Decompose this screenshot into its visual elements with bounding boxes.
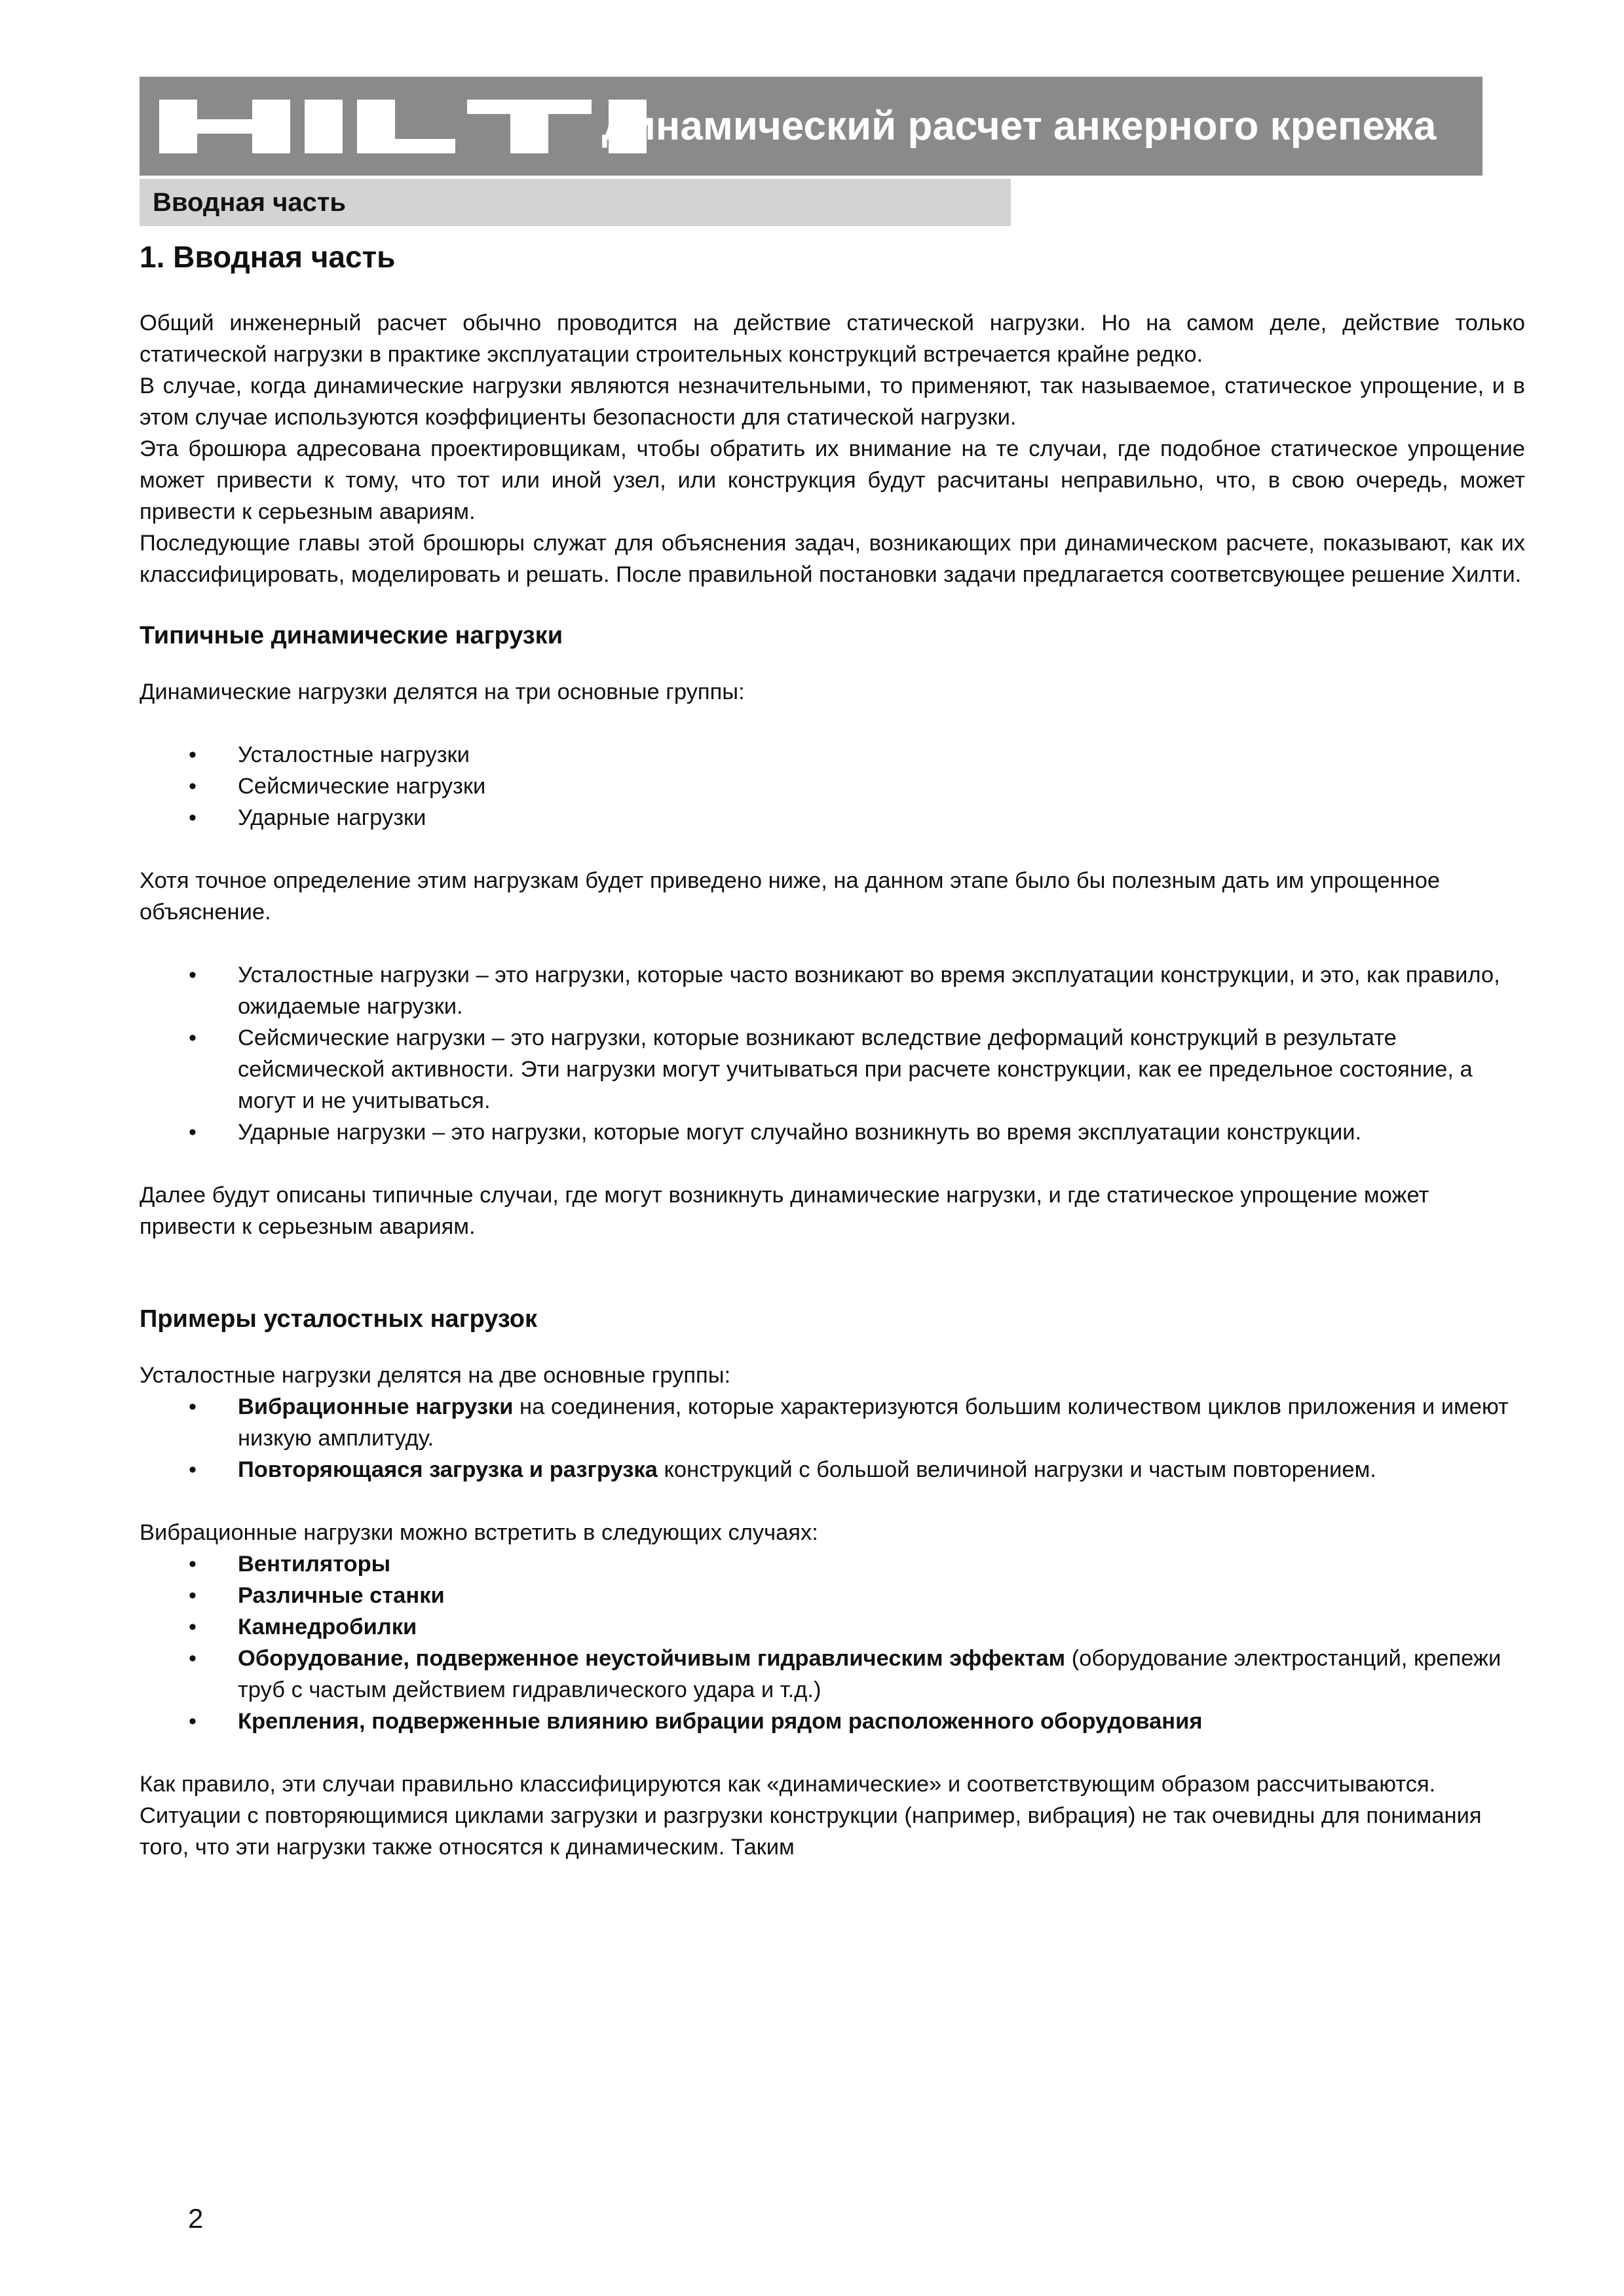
- list-item: [140, 1643, 1525, 1706]
- item-text: конструкций с большой величиной нагрузки и частым повторением.: [657, 1457, 1376, 1482]
- intro-paragraph: Последующие главы этой брошюры служат для объяснения задач, возникающих при динамическом расчете, показывают, как их классифицировать, моделировать и решать. После правильной постановки задачи предлагается соответсвующее решение Хилти.: [140, 531, 1525, 587]
- list-item: [140, 1548, 1525, 1580]
- typical-lead: Динамические нагрузки делятся на три основные группы:: [140, 679, 745, 704]
- item-bold: Различные станки: [238, 1583, 445, 1608]
- document-title: Динамический расчет анкерного крепежа: [601, 104, 1437, 149]
- fatigue-closing: Как правило, эти случаи правильно классифицируются как «динамические» и соответствующим образом рассчитываются. Ситуации с повторяющимися циклами загрузки и разгрузки конструкции (например, вибрация) не так очевидны для понимания того, что эти нагрузки также относятся к динамическим. Таким: [140, 1772, 1482, 1860]
- list-item: [140, 1454, 1525, 1485]
- item-bold: Повторяющаяся загрузка и разгрузка: [238, 1457, 658, 1482]
- fatigue-cases-list: [140, 1548, 1525, 1737]
- subheading-typical-loads: Типичные динамические нагрузки: [140, 622, 563, 649]
- typical-groups-list: [140, 739, 1525, 833]
- intro-paragraph: Общий инженерный расчет обычно проводится на действие статической нагрузки. Но на самом деле, действие только статической нагрузки в практике эксплуатации строительных конструкций встречается крайне редко.: [140, 311, 1525, 367]
- page-number: 2: [188, 2203, 204, 2234]
- item-bold: Камнедробилки: [238, 1615, 417, 1639]
- item-bold: Крепления, подверженные влиянию вибрации рядом расположенного оборудования: [238, 1709, 1203, 1734]
- hilti-logo: [159, 100, 647, 153]
- subheading-fatigue-examples: Примеры усталостных нагрузок: [140, 1305, 538, 1333]
- list-item: [140, 1580, 1525, 1611]
- item-bold: Оборудование, подверженное неустойчивым гидравлическим эффектам: [238, 1646, 1066, 1671]
- page-header: [140, 77, 1482, 176]
- intro-paragraph: Эта брошюра адресована проектировщикам, чтобы обратить их внимание на те случаи, где подобное статическое упрощение может привести к тому, что тот или иной узел, или конструкция будут расчитаны неправильно, что, в свою очередь, может привести к серьезным авариям.: [140, 436, 1525, 524]
- item-text: на соединения, которые характеризуются большим количеством циклов приложения и имеют низкую амплитуду.: [238, 1394, 1509, 1451]
- list-item: • Ударные нагрузки: [140, 802, 1525, 833]
- typical-explain-lead: Хотя точное определение этим нагрузкам будет приведено ниже, на данном этапе было бы полезным дать им упрощенное объяснение.: [140, 868, 1441, 925]
- fatigue-lead: Усталостные нагрузки делятся на две основные группы:: [140, 1363, 731, 1388]
- item-text: (оборудование электростанций, крепежи труб с частым действием гидравлического удара и т.д.): [238, 1646, 1501, 1702]
- list-item: • Сейсмические нагрузки – это нагрузки, которые возникают вследствие деформаций конструкций в результате сейсмической активности. Эти нагрузки могут учитываться при расчете конструкции, как ее предельное состояние, а могут и не учитываться.: [140, 1022, 1525, 1117]
- list-item: • Ударные нагрузки – это нагрузки, которые могут случайно возникнуть во время эксплуатации конструкции.: [140, 1117, 1525, 1148]
- item-bold: Вентиляторы: [238, 1552, 391, 1577]
- fatigue-groups-list: [140, 1391, 1525, 1485]
- list-item: • Усталостные нагрузки – это нагрузки, которые часто возникают во время эксплуатации конструкции, и это, как правило, ожидаемые нагрузки.: [140, 959, 1525, 1022]
- hilti-logo-graphic: [159, 100, 647, 153]
- chapter-heading: 1. Вводная часть: [140, 240, 396, 274]
- page-content: [140, 233, 1525, 1863]
- section-tab-label: Вводная часть: [153, 187, 346, 217]
- list-item: • Сейсмические нагрузки: [140, 771, 1525, 802]
- list-item: [140, 1391, 1525, 1454]
- list-item: • Усталостные нагрузки: [140, 739, 1525, 771]
- list-item: [140, 1611, 1525, 1643]
- typical-definitions-list: [140, 959, 1525, 1148]
- intro-paragraph: В случае, когда динамические нагрузки являются незначительными, то применяют, так называемое, статическое упрощение, и в этом случае используются коэффициенты безопасности для статической нагрузки.: [140, 373, 1525, 430]
- typical-closing: Далее будут описаны типичные случаи, где могут возникнуть динамические нагрузки, и где статическое упрощение может привести к серьезным авариям.: [140, 1183, 1429, 1239]
- item-bold: Вибрационные нагрузки: [238, 1394, 514, 1419]
- fatigue-cases-lead: Вибрационные нагрузки можно встретить в следующих случаях:: [140, 1520, 818, 1545]
- section-tab: [140, 179, 1011, 226]
- list-item: [140, 1706, 1525, 1737]
